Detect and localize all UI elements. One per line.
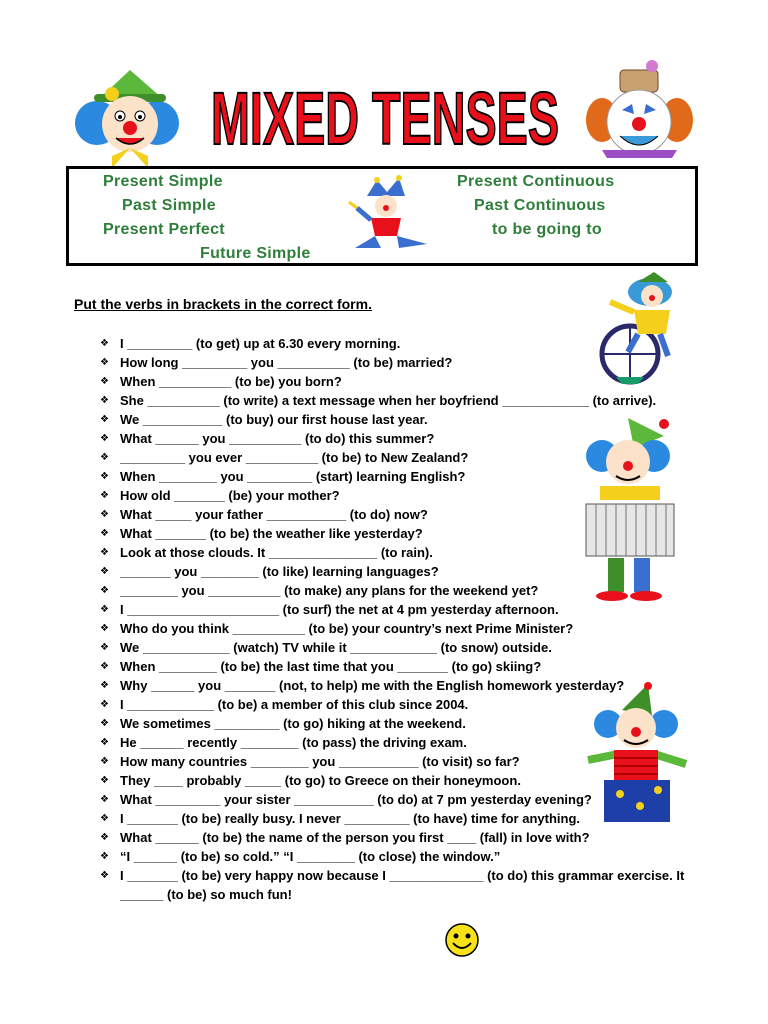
exercise-item: ❖ I _______ (to be) really busy. I never _________ (to have) time for anything. — [100, 809, 700, 828]
exercise-item: ❖ “I ______ (to be) so cold.” “I ________ (to close) the window.” — [100, 847, 700, 866]
exercise-item: ❖ He ______ recently ________ (to pass) the driving exam. — [100, 733, 700, 752]
tense-present-perfect: Present Perfect — [103, 221, 225, 238]
jack-in-box-clown-image — [578, 684, 693, 824]
tense-past-continuous: Past Continuous — [474, 197, 606, 214]
tense-past-simple: Past Simple — [122, 197, 217, 214]
exercise-item: ❖ How long _________ you __________ (to be) married? — [100, 353, 700, 372]
exercise-item: ❖ I _____________________ (to surf) the net at 4 pm yesterday afternoon. — [100, 600, 700, 619]
exercise-item: ❖ How many countries ________ you ___________ (to visit) so far? — [100, 752, 700, 771]
exercise-item: ❖ We sometimes _________ (to go) hiking at the weekend. — [100, 714, 700, 733]
exercise-item: ❖ They ____ probably _____ (to go) to Greece on their honeymoon. — [100, 771, 700, 790]
exercise-item: ❖ What ______ you __________ (to do) this summer? — [100, 429, 700, 448]
exercise-item: ❖ ________ you __________ (to make) any plans for the weekend yet? — [100, 581, 700, 600]
exercise-item: ❖ She __________ (to write) a text message when her boyfriend ____________ (to arrive). — [100, 391, 700, 410]
exercise-item: ❖ Who do you think __________ (to be) your country’s next Prime Minister? — [100, 619, 700, 638]
exercise-item: ❖ How old _______ (be) your mother? — [100, 486, 700, 505]
exercise-item: ❖ What _____ your father ___________ (to do) now? — [100, 505, 700, 524]
exercise-item: ❖ We ___________ (to buy) our first house last year. — [100, 410, 700, 429]
exercise-item: ❖ _______ you ________ (to like) learning languages? — [100, 562, 700, 581]
tense-future-simple: Future Simple — [200, 245, 311, 262]
worksheet-title — [205, 77, 565, 160]
exercise-item: ❖ What ______ (to be) the name of the person you first ____ (fall) in love with? — [100, 828, 700, 847]
smiley-icon — [444, 922, 480, 958]
exercise-item: ❖ I ____________ (to be) a member of this club since 2004. — [100, 695, 700, 714]
tense-going-to: to be going to — [492, 221, 602, 238]
exercise-item: ❖ What _______ (to be) the weather like yesterday? — [100, 524, 700, 543]
exercise-item: ❖ We ____________ (watch) TV while it ____________ (to snow) outside. — [100, 638, 700, 657]
exercise-item: ❖ What _________ your sister ___________ (to do) at 7 pm yesterday evening? — [100, 790, 700, 809]
exercise-item: ❖ I _______ (to be) very happy now because I _____________ (to do) this grammar exercise. It ______ (to be) so much fun! — [100, 866, 700, 904]
exercise-item: ❖ Why ______ you _______ (not, to help) me with the English homework yesterday? — [100, 676, 700, 695]
title-text: MIXED TENSES — [211, 77, 559, 160]
accordion-clown-image — [572, 412, 690, 602]
exercise-item: ❖ _________ you ever __________ (to be) to New Zealand? — [100, 448, 700, 467]
instruction-text: Put the verbs in brackets in the correct form. — [74, 296, 372, 312]
exercise-item: ❖ When ________ you _________ (start) learning English? — [100, 467, 700, 486]
exercise-item: ❖ When __________ (to be) you born? — [100, 372, 700, 391]
exercise-item: ❖ Look at those clouds. It _______________ (to rain). — [100, 543, 700, 562]
clown-top-left-image — [72, 68, 187, 168]
exercise-item: ❖ When ________ (to be) the last time that you _______ (to go) skiing? — [100, 657, 700, 676]
unicycle-clown-image — [588, 272, 693, 384]
exercise-item: ❖ I _________ (to get) up at 6.30 every morning. — [100, 334, 700, 353]
tense-present-simple: Present Simple — [103, 173, 223, 190]
clown-top-right-image — [582, 58, 697, 158]
tense-present-continuous: Present Continuous — [457, 173, 615, 190]
jester-image — [337, 178, 437, 253]
